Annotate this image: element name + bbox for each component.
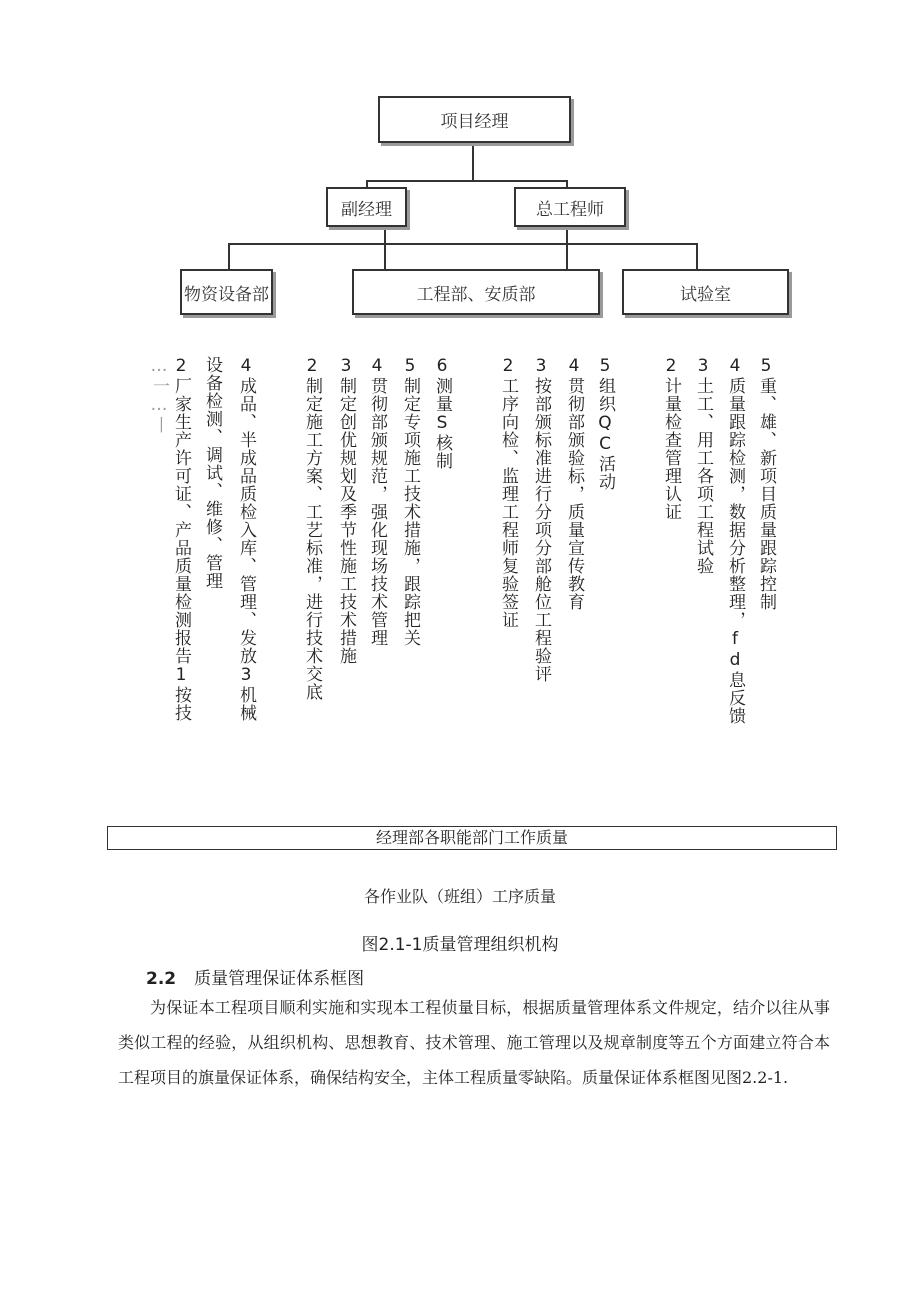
duty-item: 4贯彻部颁验标，质量宣传教育 [564,356,584,611]
connector-level2-bar [366,180,567,182]
teams-line: 各作业队（班组）工序质量 [363,887,556,906]
duty-item: 5组织QC活动 [595,356,615,491]
lab-box [622,269,789,315]
figure-caption: 图2.1-1质量管理组织机构 [361,935,559,955]
section-number: 2.2 [146,969,177,989]
engineering-dept-box [352,269,600,315]
duty-item: 4成品、半成品质检入库、管理、发放3机械 [236,356,256,722]
duty-item: 3制定创优规划及季节性施工技术措施 [336,356,356,665]
functional-depts-banner: 经理部各职能部门工作质量 [107,826,837,850]
duty-faint-column: …一…丨 [149,356,169,434]
duty-item: 2制定施工方案、工艺标准，进行技术交底 [302,356,322,701]
duty-item: 3按部颁标准进行分项分部舱位工程验评 [531,356,551,683]
project-manager-label: 项目经理 [440,112,509,132]
duty-item: 5重、雄、新项目质量跟踪控制 [756,356,776,611]
connector-chief-down [566,226,568,244]
body-paragraph: 为保证本工程项目顺利实施和实现本工程侦量目标，根据质量管理体系文件规定，结介以往从事类似工程的经验，从组织机构、思想教育、技术管理、施工管理以及规章制度等五个方面建立符合本工程项目的旗量保证体系，确保结构安全，主体工程质量零缺陷。质量保证体系框图见图2.2-1. [118,998,830,1087]
deputy-manager-label: 副经理 [341,199,392,220]
chief-engineer-box [514,187,626,227]
connector-deputy-down [384,226,386,244]
duty-item: 2计量检查管理认证 [661,356,681,521]
duty-item: 5制定专项施工技术措施，跟踪把关 [400,356,420,647]
section-heading [146,964,364,989]
connector-materials-up [228,243,230,270]
connector-eng-right-up [566,243,568,270]
duty-item: 6测量S核制 [432,356,452,470]
materials-dept-box [180,269,273,315]
duty-item: 3土工、用工各项工程试验 [693,356,713,575]
connector-lab-up [696,243,698,270]
duty-item: 2厂家生产许可证、产品质量检测报告1按技 [171,356,191,722]
connector-eng-left-up [384,243,386,270]
materials-dept-label: 物资设备部 [184,284,269,305]
duty-item: 4质量跟踪检测，数据分析整理，fd息反馈 [725,356,745,725]
duty-item: 4贯彻部颁规范，强化现场技术管理 [367,356,387,647]
duty-item: 设备检测、调试、维修、管理 [202,356,222,590]
lab-label: 试验室 [680,284,731,305]
deputy-manager-box [326,187,407,227]
project-manager-box [378,96,571,143]
section-title: 质量管理保证体系框图 [194,969,365,989]
engineering-dept-label: 工程部、安质部 [416,284,536,305]
chief-engineer-label: 总工程师 [536,199,604,220]
connector-level3-bar [228,243,697,245]
connector-pm-down [472,142,474,181]
duty-item: 2工序向检、监理工程师复验签证 [498,356,518,629]
